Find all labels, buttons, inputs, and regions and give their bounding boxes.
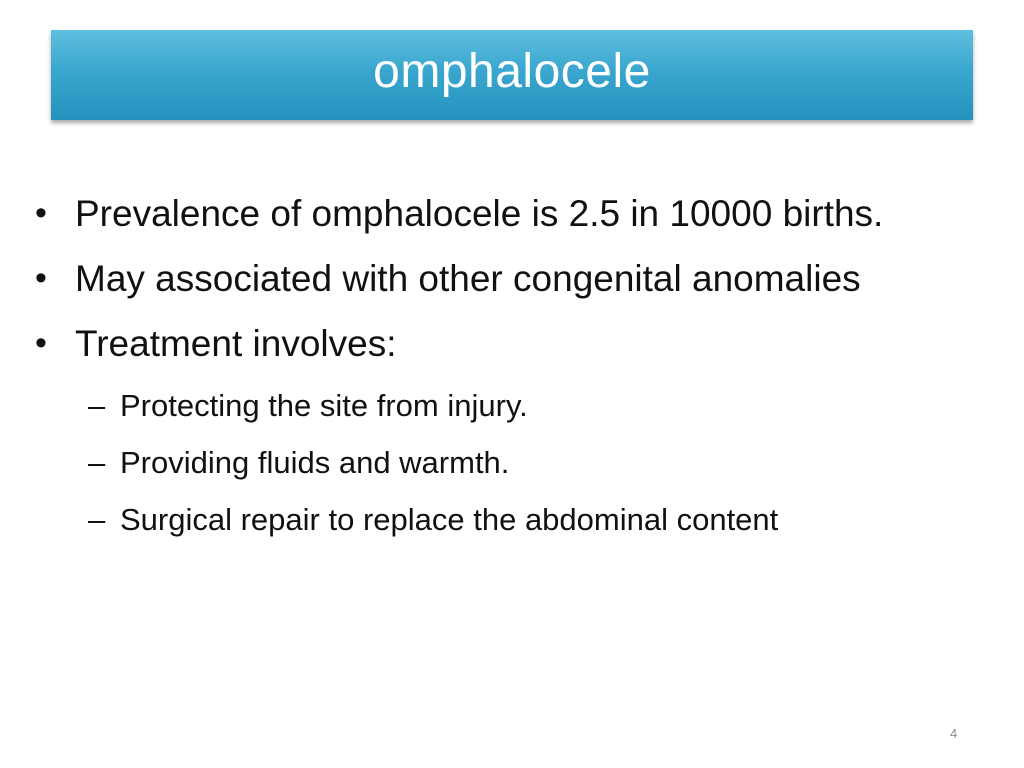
- content-list: [30, 186, 990, 548]
- bullet-icon: •: [35, 259, 47, 297]
- list-item-text: Treatment involves:: [75, 323, 397, 364]
- list-item-text: Prevalence of omphalocele is 2.5 in 10000 births.: [75, 193, 884, 234]
- list-item: [30, 316, 990, 371]
- title-banner: [51, 30, 973, 120]
- page-number: 4: [950, 726, 958, 741]
- dash-icon: –: [88, 502, 106, 537]
- sub-list-item-text: Protecting the site from injury.: [120, 388, 528, 423]
- list-item: [30, 186, 990, 241]
- dash-icon: –: [88, 388, 106, 423]
- sub-list: [30, 377, 990, 548]
- list-item-text: May associated with other congenital anomalies: [75, 258, 861, 299]
- sub-list-item: [30, 377, 990, 434]
- sub-list-item-text: Surgical repair to replace the abdominal content: [120, 502, 779, 537]
- bullet-icon: •: [35, 194, 47, 232]
- slide-title: omphalocele: [373, 45, 651, 98]
- sub-list-item: [30, 434, 990, 491]
- bullet-icon: •: [35, 324, 47, 362]
- list-item: [30, 251, 990, 306]
- sub-list-item-text: Providing fluids and warmth.: [120, 445, 510, 480]
- sub-list-item: [30, 491, 990, 548]
- dash-icon: –: [88, 445, 106, 480]
